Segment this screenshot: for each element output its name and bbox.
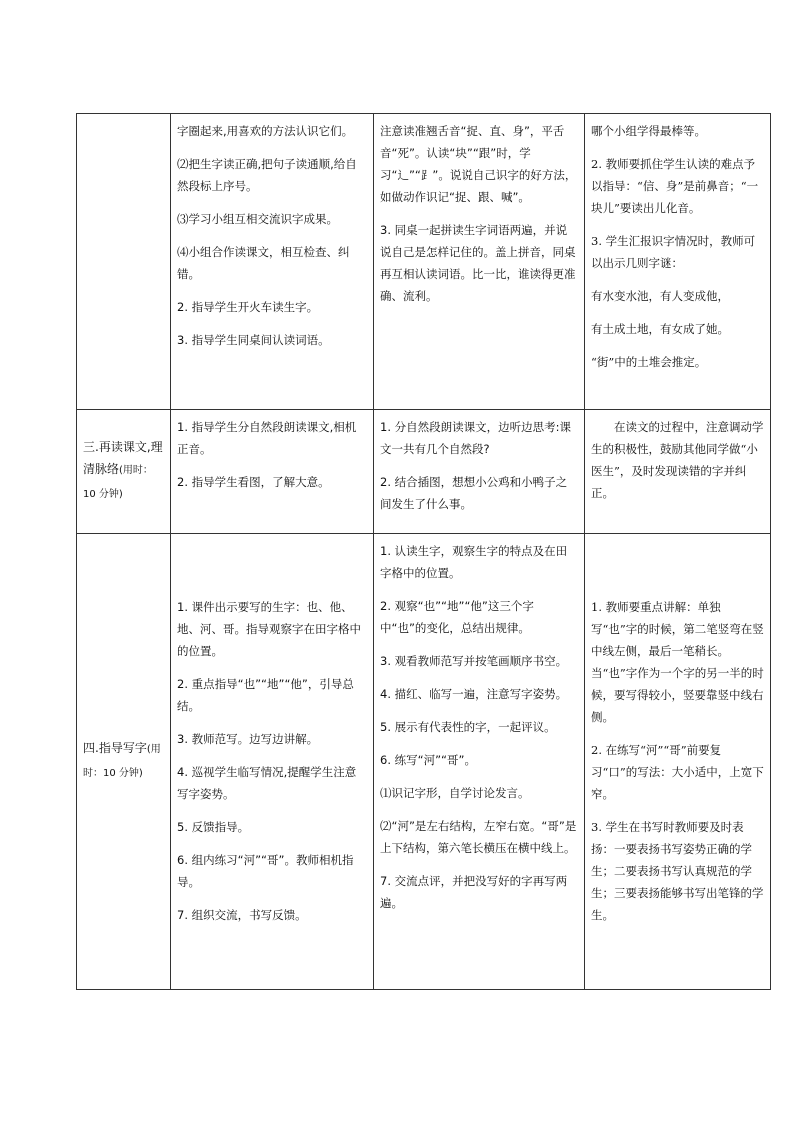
student-activity-cell [374, 114, 585, 410]
paragraph: 有土成土地，有女成了她。 [591, 322, 729, 336]
paragraph: 注意读准翘舌音“捉、直、身”，平舌音“死”。认读“块”“跟”时，学习“⻌”“⻊”。说说自己识字的好方法，如做动作识记“捉、跟、喊”。 [380, 124, 577, 204]
paragraph: ⑶学习小组互相交流识字成果。 [177, 212, 338, 226]
lesson-plan-table [76, 113, 771, 990]
paragraph: 3. 同桌一起拼读生字词语两遍，并说说自己是怎样记住的。盖上拼音，同桌再互相认读词语。比一比，谁读得更准确、流利。 [380, 223, 576, 303]
paragraph: ⑷小组合作读课文，相互检查、纠错。 [177, 245, 350, 281]
stage-cell [77, 114, 171, 410]
paragraph: 6. 练写“河”“哥”。 [380, 753, 476, 767]
notes-cell [585, 534, 771, 990]
paragraph: 7. 组织交流，书写反馈。 [177, 907, 307, 922]
teacher-activity-cell [171, 534, 374, 990]
paragraph: 3. 学生汇报识字情况时，教师可以出示几则字谜： [591, 234, 756, 270]
notes-cell [585, 114, 771, 410]
paragraph: “街”中的土堆会推定。 [591, 355, 707, 369]
stage-title: 四.指导写字 [83, 740, 147, 755]
paragraph: 6. 组内练习“河”“哥”。教师相机指导。 [177, 852, 354, 889]
teacher-activity-cell [171, 410, 374, 534]
paragraph: 2. 重点指导“也”“地”“他”，引导总结。 [177, 676, 354, 713]
paragraph: 4. 巡视学生临写情况,提醒学生注意写字姿势。 [177, 764, 357, 801]
stage-cell [77, 410, 171, 534]
stage-time: (用时：10 分钟) [83, 464, 153, 500]
paragraph: 1. 分自然段朗读课文，边听边思考:课文一共有几个自然段? [380, 420, 572, 456]
paragraph: 2. 观察“也”“地”“他”这三个字中“也”的变化，总结出规律。 [380, 599, 534, 635]
paragraph: 2. 结合插图，想想小公鸡和小鸭子之间发生了什么事。 [380, 475, 568, 511]
paragraph: 2. 在练写“河”“哥”前要复习“口”的写法：大小适中，上宽下窄。 [591, 742, 764, 801]
paragraph: 1. 课件出示要写的生字：也、他、地、河、哥。指导观察字在田字格中的位置。 [177, 599, 361, 658]
student-activity-cell [374, 534, 585, 990]
paragraph: 3. 学生在书写时教师要及时表扬：一要表扬书写姿势正确的学生；二要表扬书写认真规范的学生；三要表扬能够书写出笔锋的学生。 [591, 819, 764, 922]
stage-time: (用时：10 分钟) [83, 743, 161, 779]
paragraph: 3. 指导学生同桌间认读词语。 [177, 333, 330, 347]
paragraph: 3. 教师范写。边写边讲解。 [177, 731, 319, 746]
paragraph: 4. 描红、临写一遍，注意写字姿势。 [380, 687, 568, 701]
table-row [77, 410, 771, 534]
paragraph: ⑵“河”是左右结构，左窄右宽。“哥”是上下结构，第六笔长横压在横中线上。 [380, 819, 577, 855]
paragraph: ⑵把生字读正确,把句子读通顺,给自然段标上序号。 [177, 157, 357, 193]
table-row [77, 534, 771, 990]
paragraph: 3. 观看教师范写并按笔画顺序书空。 [380, 654, 568, 668]
paragraph: 字圈起来,用喜欢的方法认识它们。 [177, 124, 354, 138]
teacher-activity-cell [171, 114, 374, 410]
paragraph: 哪个小组学得最棒等。 [591, 124, 706, 138]
paragraph: 2. 指导学生开火车读生字。 [177, 300, 319, 314]
paragraph: 2. 指导学生看图，了解大意。 [177, 475, 330, 489]
paragraph: 5. 展示有代表性的字，一起评议。 [380, 720, 556, 734]
paragraph: 7. 交流点评，并把没写好的字再写两遍。 [380, 874, 568, 910]
table-row [77, 114, 771, 410]
paragraph: 1. 认读生字，观察生字的特点及在田字格中的位置。 [380, 544, 568, 580]
paragraph: ⑴识记字形，自学讨论发言。 [380, 786, 530, 800]
stage-title: 三.再读课文,理清脉络 [83, 439, 163, 476]
paragraph: 1. 指导学生分自然段朗读课文,相机正音。 [177, 420, 357, 456]
paragraph: 2. 教师要抓住学生认读的难点予以指导：“信、身”是前鼻音；“一块儿”要读出儿化音。 [591, 157, 759, 215]
paragraph: 1. 教师要重点讲解：单独写“也”字的时候，第二笔竖弯在竖中线左侧，最后一笔稍长。当“也”字作为一个字的另一半的时候，要写得较小，竖要靠竖中线右侧。 [591, 599, 764, 724]
paragraph: 有水变水池，有人变成他， [591, 289, 729, 303]
paragraph: 5. 反馈指导。 [177, 819, 250, 834]
stage-cell [77, 534, 171, 990]
student-activity-cell [374, 410, 585, 534]
paragraph: 在读文的过程中，注意调动学生的积极性，鼓励其他同学做“小医生”，及时发现读错的字并纠正。 [591, 420, 764, 500]
notes-cell [585, 410, 771, 534]
